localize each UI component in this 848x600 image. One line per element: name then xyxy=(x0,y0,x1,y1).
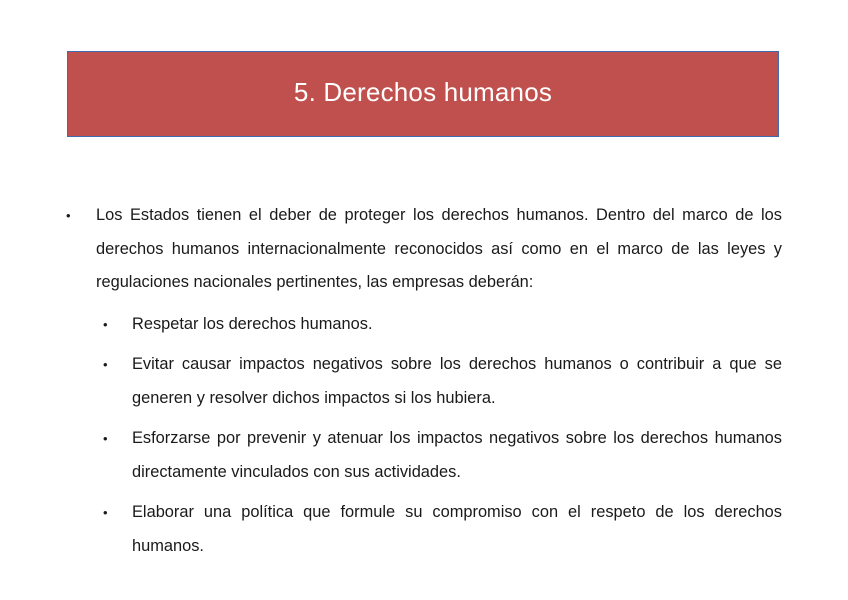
list-item-text: Esforzarse por prevenir y atenuar los impactos negativos sobre los derechos humanos directamente vinculados con sus actividades. xyxy=(132,429,782,481)
bullet-list xyxy=(66,199,782,563)
list-item-text: Respetar los derechos humanos. xyxy=(132,314,373,333)
list-item-sub xyxy=(66,422,782,489)
page-title: 5. Derechos humanos xyxy=(293,76,553,107)
bullet-icon: • xyxy=(66,208,71,223)
list-item-text: Evitar causar impactos negativos sobre los derechos humanos o contribuir a que se generen y resolver dichos impactos si los hubiera. xyxy=(132,355,782,407)
bullet-icon: • xyxy=(103,316,108,332)
list-item-text: Elaborar una política que formule su compromiso con el respeto de los derechos humanos. xyxy=(132,503,782,555)
bullet-icon: • xyxy=(103,357,108,372)
list-item-sub xyxy=(66,348,782,415)
list-item-sub xyxy=(66,496,782,563)
list-item-text: Los Estados tienen el deber de proteger los derechos humanos. Dentro del marco de los derechos humanos internacionalmente reconocidos así como en el marco de las leyes y regulaciones nacionales pertinentes, las empresas deberán: xyxy=(96,206,782,291)
list-item-main xyxy=(66,199,782,300)
list-item-sub xyxy=(66,308,782,342)
bullet-icon: • xyxy=(103,431,108,446)
title-banner xyxy=(67,51,779,137)
bullet-icon: • xyxy=(103,505,108,520)
